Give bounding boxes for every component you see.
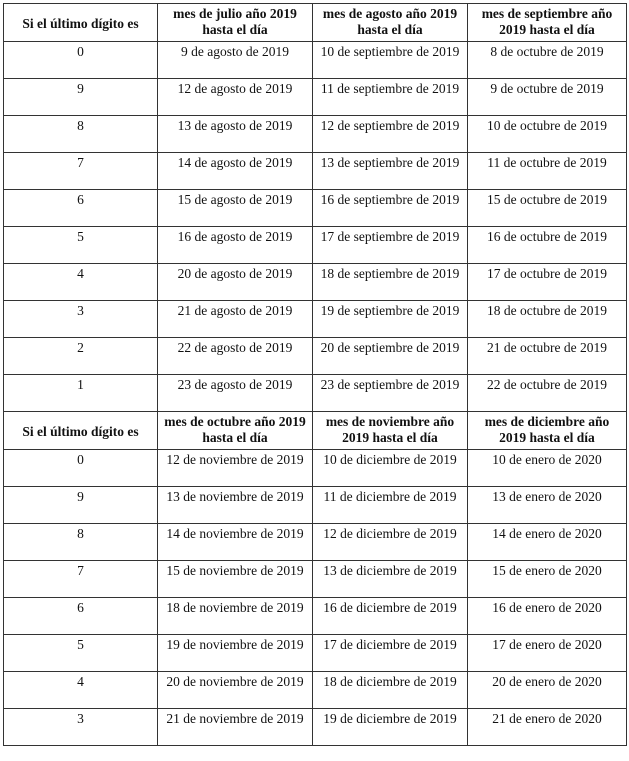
due-date-cell: 17 de diciembre de 2019 <box>313 635 468 672</box>
table-row <box>4 672 627 709</box>
last-digit-cell: 5 <box>4 227 158 264</box>
due-date-cell: 18 de septiembre de 2019 <box>313 264 468 301</box>
section-header-row <box>4 4 627 42</box>
table-row <box>4 227 627 264</box>
table-row <box>4 524 627 561</box>
table-row <box>4 264 627 301</box>
due-date-cell: 10 de octubre de 2019 <box>468 116 627 153</box>
last-digit-cell: 0 <box>4 450 158 487</box>
due-date-cell: 15 de agosto de 2019 <box>158 190 313 227</box>
due-date-cell: 15 de noviembre de 2019 <box>158 561 313 598</box>
last-digit-cell: 4 <box>4 264 158 301</box>
table-row <box>4 301 627 338</box>
due-date-cell: 19 de noviembre de 2019 <box>158 635 313 672</box>
table-row <box>4 153 627 190</box>
table-row <box>4 598 627 635</box>
due-date-cell: 20 de septiembre de 2019 <box>313 338 468 375</box>
table-row <box>4 190 627 227</box>
due-date-cell: 14 de enero de 2020 <box>468 524 627 561</box>
due-date-cell: 16 de agosto de 2019 <box>158 227 313 264</box>
due-date-cell: 16 de septiembre de 2019 <box>313 190 468 227</box>
month-column-header: mes de diciembre año 2019 hasta el día <box>468 412 627 450</box>
last-digit-cell: 1 <box>4 375 158 412</box>
due-date-cell: 13 de noviembre de 2019 <box>158 487 313 524</box>
due-date-cell: 17 de septiembre de 2019 <box>313 227 468 264</box>
due-date-cell: 20 de noviembre de 2019 <box>158 672 313 709</box>
due-date-cell: 9 de octubre de 2019 <box>468 79 627 116</box>
due-date-cell: 11 de diciembre de 2019 <box>313 487 468 524</box>
digit-column-header: Si el último dígito es <box>4 4 158 42</box>
due-date-cell: 16 de enero de 2020 <box>468 598 627 635</box>
last-digit-cell: 6 <box>4 190 158 227</box>
last-digit-cell: 4 <box>4 672 158 709</box>
last-digit-cell: 3 <box>4 709 158 746</box>
month-column-header: mes de julio año 2019 hasta el día <box>158 4 313 42</box>
table-row <box>4 709 627 746</box>
due-date-cell: 16 de diciembre de 2019 <box>313 598 468 635</box>
due-date-cell: 15 de octubre de 2019 <box>468 190 627 227</box>
due-date-cell: 12 de diciembre de 2019 <box>313 524 468 561</box>
digit-column-header: Si el último dígito es <box>4 412 158 450</box>
due-date-cell: 18 de diciembre de 2019 <box>313 672 468 709</box>
due-date-cell: 18 de octubre de 2019 <box>468 301 627 338</box>
due-date-cell: 12 de agosto de 2019 <box>158 79 313 116</box>
due-date-cell: 20 de enero de 2020 <box>468 672 627 709</box>
table-body <box>4 4 627 746</box>
due-date-cell: 17 de octubre de 2019 <box>468 264 627 301</box>
last-digit-cell: 7 <box>4 153 158 190</box>
due-date-cell: 21 de noviembre de 2019 <box>158 709 313 746</box>
due-date-cell: 23 de septiembre de 2019 <box>313 375 468 412</box>
due-date-cell: 14 de agosto de 2019 <box>158 153 313 190</box>
last-digit-cell: 7 <box>4 561 158 598</box>
due-date-cell: 11 de septiembre de 2019 <box>313 79 468 116</box>
due-date-cell: 10 de septiembre de 2019 <box>313 42 468 79</box>
due-date-cell: 16 de octubre de 2019 <box>468 227 627 264</box>
section-header-row <box>4 412 627 450</box>
due-date-cell: 9 de agosto de 2019 <box>158 42 313 79</box>
month-column-header: mes de noviembre año 2019 hasta el día <box>313 412 468 450</box>
due-date-cell: 18 de noviembre de 2019 <box>158 598 313 635</box>
due-date-cell: 22 de octubre de 2019 <box>468 375 627 412</box>
table-row <box>4 635 627 672</box>
due-date-cell: 11 de octubre de 2019 <box>468 153 627 190</box>
due-date-cell: 21 de agosto de 2019 <box>158 301 313 338</box>
due-date-cell: 22 de agosto de 2019 <box>158 338 313 375</box>
last-digit-cell: 0 <box>4 42 158 79</box>
last-digit-cell: 6 <box>4 598 158 635</box>
due-date-cell: 12 de septiembre de 2019 <box>313 116 468 153</box>
due-date-cell: 21 de enero de 2020 <box>468 709 627 746</box>
due-date-cell: 10 de diciembre de 2019 <box>313 450 468 487</box>
due-date-cell: 12 de noviembre de 2019 <box>158 450 313 487</box>
last-digit-cell: 8 <box>4 524 158 561</box>
due-date-cell: 21 de octubre de 2019 <box>468 338 627 375</box>
due-date-cell: 13 de enero de 2020 <box>468 487 627 524</box>
month-column-header: mes de septiembre año 2019 hasta el día <box>468 4 627 42</box>
due-date-cell: 14 de noviembre de 2019 <box>158 524 313 561</box>
due-date-table <box>3 3 627 746</box>
table-row <box>4 561 627 598</box>
table-row <box>4 375 627 412</box>
table-row <box>4 450 627 487</box>
table-row <box>4 116 627 153</box>
last-digit-cell: 5 <box>4 635 158 672</box>
due-date-cell: 15 de enero de 2020 <box>468 561 627 598</box>
due-date-cell: 13 de diciembre de 2019 <box>313 561 468 598</box>
last-digit-cell: 9 <box>4 79 158 116</box>
table-row <box>4 79 627 116</box>
due-date-cell: 23 de agosto de 2019 <box>158 375 313 412</box>
last-digit-cell: 8 <box>4 116 158 153</box>
table-row <box>4 42 627 79</box>
due-date-cell: 20 de agosto de 2019 <box>158 264 313 301</box>
month-column-header: mes de octubre año 2019 hasta el día <box>158 412 313 450</box>
due-date-cell: 19 de septiembre de 2019 <box>313 301 468 338</box>
due-date-cell: 8 de octubre de 2019 <box>468 42 627 79</box>
due-date-cell: 13 de agosto de 2019 <box>158 116 313 153</box>
table-row <box>4 487 627 524</box>
month-column-header: mes de agosto año 2019 hasta el día <box>313 4 468 42</box>
due-date-cell: 10 de enero de 2020 <box>468 450 627 487</box>
due-date-cell: 19 de diciembre de 2019 <box>313 709 468 746</box>
due-date-cell: 13 de septiembre de 2019 <box>313 153 468 190</box>
last-digit-cell: 9 <box>4 487 158 524</box>
table-row <box>4 338 627 375</box>
last-digit-cell: 3 <box>4 301 158 338</box>
due-date-cell: 17 de enero de 2020 <box>468 635 627 672</box>
last-digit-cell: 2 <box>4 338 158 375</box>
